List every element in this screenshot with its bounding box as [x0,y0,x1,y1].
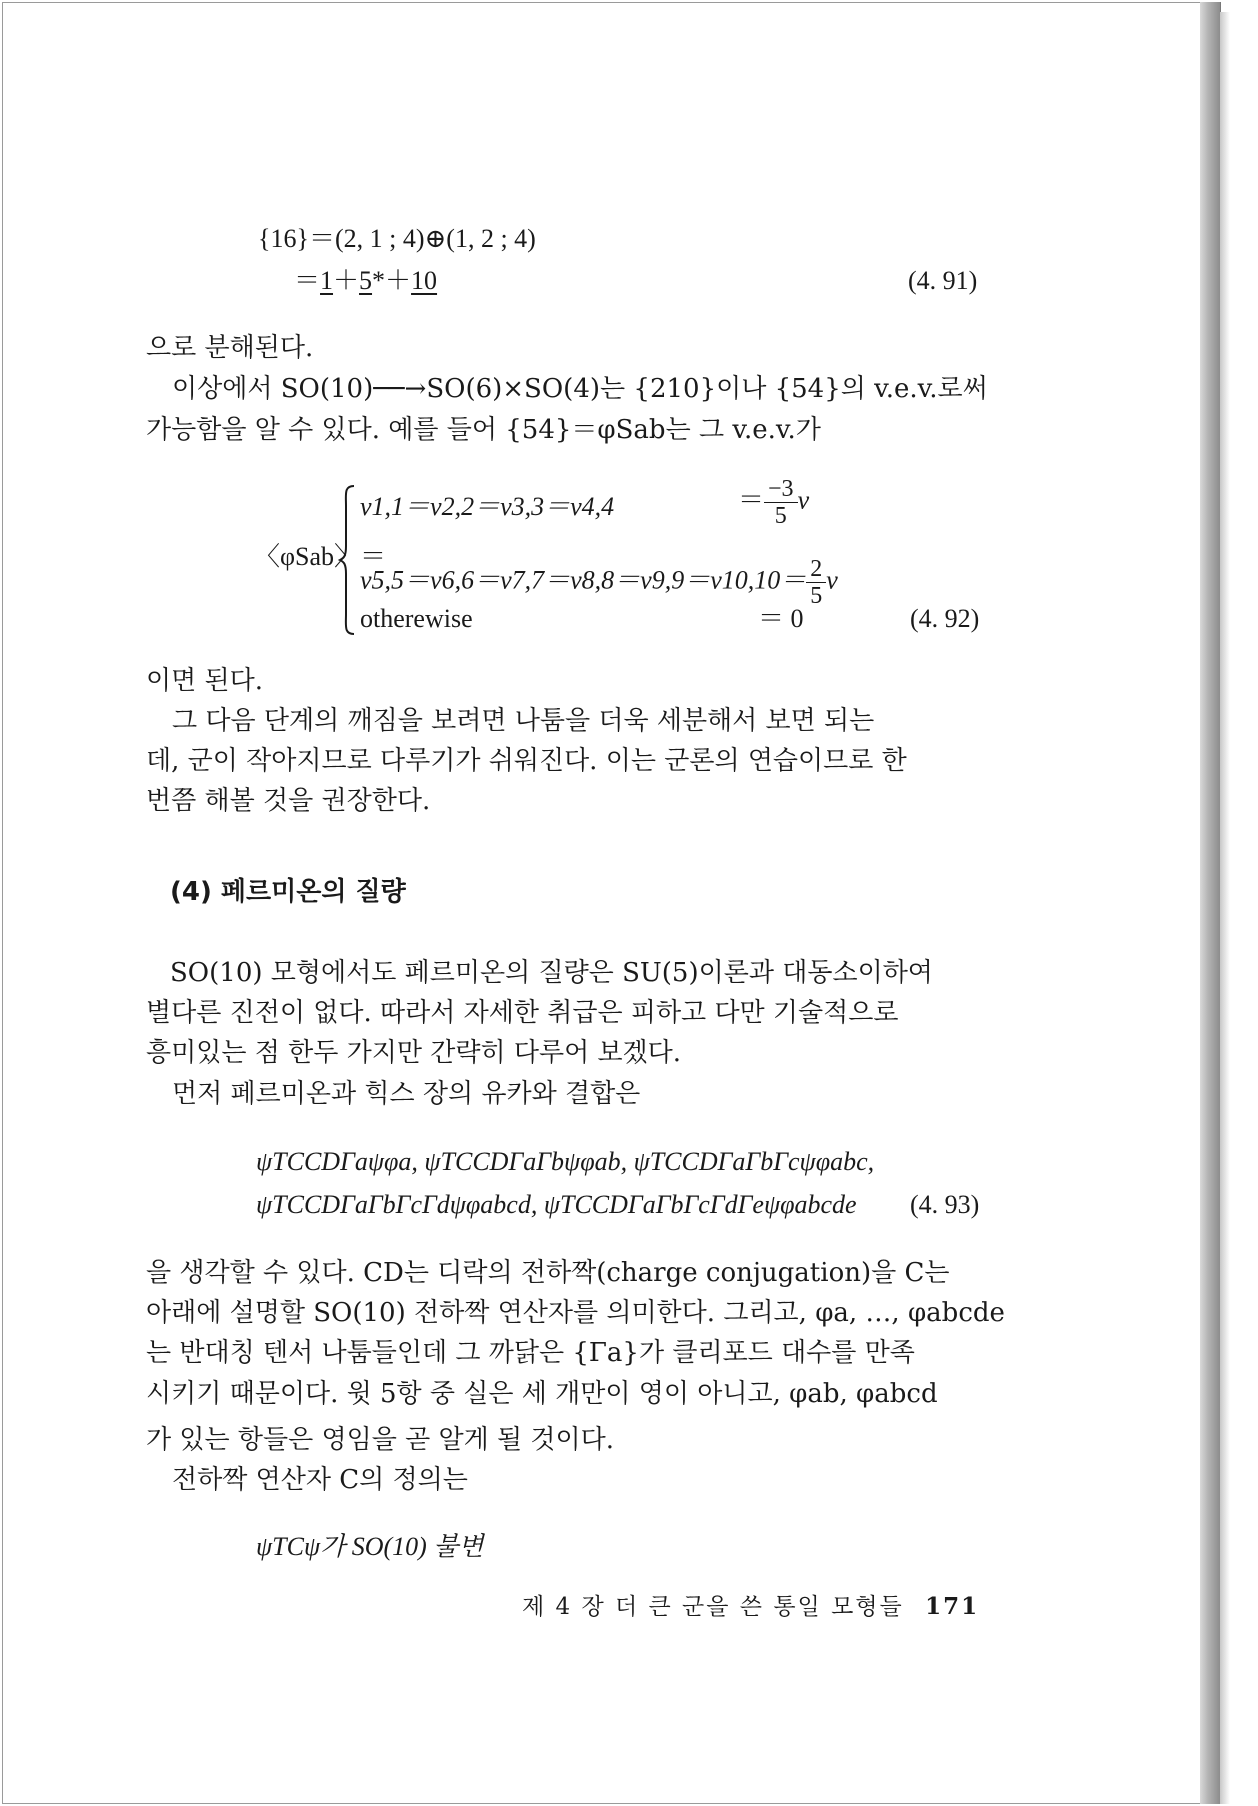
text-line: 먼저 페르미온과 힉스 장의 유카와 결합은 [172,1079,641,1109]
denominator: 5 [810,583,823,609]
rep-10: 10 [411,266,438,295]
text-line: 이면 된다. [146,666,263,696]
var-v: v [826,565,838,595]
text-line: 가능함을 알 수 있다. 예를 들어 {54}＝φSab는 그 v.e.v.가 [146,415,821,445]
chapter-title: 제 4 장 더 큰 군을 쓴 통일 모형들 [522,1594,904,1620]
eq-row1-left: v1,1＝v2,2＝v3,3＝v4,4 [360,492,615,521]
eq-row2-text: v5,5＝v6,6＝v7,7＝v8,8＝v9,9＝v10,10＝ [360,565,807,595]
final-statement: ψTCψ가 SO(10) 불변 [256,1532,484,1561]
text-line: 을 생각할 수 있다. CD는 디락의 전하짝(charge conjugation)을 C는 [146,1258,950,1288]
numerator: 2 [806,556,826,583]
fraction-minus-3-over-5 [764,476,798,529]
text-line: 는 반대칭 텐서 나툼들인데 그 까닭은 {Γa}가 클리포드 대수를 만족 [146,1338,915,1368]
equation-4-91-line1: {16}＝(2, 1 ; 4)⊕(1, 2 ; 4) [258,224,536,253]
text-line: 가 있는 항들은 영임을 곧 알게 될 것이다. [146,1425,614,1455]
section-title: (4) 페르미온의 질량 [170,877,406,907]
rep-5: 5 [359,266,373,295]
running-footer [522,1592,979,1622]
star-plus: *＋ [372,266,412,295]
equation-4-92-lhs: 〈φSab〉＝ [254,542,387,571]
eq-row3-left: otherewise [360,604,473,633]
text-line: 이상에서 SO(10)──→SO(6)×SO(4)는 {210}이나 {54}의 v.e.v.로써 [172,374,988,404]
equation-number-4-93: (4. 93) [910,1190,980,1219]
text-line: 흥미있는 점 한두 가지만 간략히 다루어 보겠다. [146,1038,682,1068]
text-line: 별다른 진전이 없다. 따라서 자세한 취급은 피하고 다만 기술적으로 [146,998,899,1028]
numerator: −3 [764,476,798,503]
eq-row1-right [738,476,809,529]
page-number: 171 [925,1593,980,1620]
equation-4-91-line2 [294,264,437,298]
page-edge [1200,2,1221,1804]
text-line: 번쯤 해볼 것을 권장한다. [146,786,431,816]
equation-number-4-91: (4. 91) [908,266,978,295]
curly-brace [338,484,356,636]
equation-number-4-92: (4. 92) [910,604,980,633]
equation-4-93-line2: ψTCCDΓaΓbΓcΓdψφabcd, ψTCCDΓaΓbΓcΓdΓeψφabcde [256,1190,857,1219]
text-line: 그 다음 단계의 깨짐을 보려면 나툼을 더욱 세분해서 보면 되는 [172,706,875,736]
plus-sign: ＋ [333,266,360,295]
text-line: 데, 군이 작아지므로 다루기가 쉬워진다. 이는 군론의 연습이므로 한 [146,746,907,776]
eq-sign: ＝ [738,485,765,515]
rep-1: 1 [320,266,334,295]
eq-row3-right: ＝ 0 [758,604,804,633]
page-shadow [1220,12,1230,1804]
denominator: 5 [774,503,787,529]
eq-sign: ＝ [294,266,321,295]
text-line: 시키기 때문이다. 윗 5항 중 실은 세 개만이 영이 아니고, φab, φabcd [146,1379,938,1409]
text-line: 전하짝 연산자 C의 정의는 [172,1465,468,1495]
var-v: v [797,485,810,515]
text-line: 으로 분해된다. [146,333,314,363]
text-line: SO(10) 모형에서도 페르미온의 질량은 SU(5)이론과 대동소이하여 [170,958,933,988]
text-line: 아래에 설명할 SO(10) 전하짝 연산자를 의미한다. 그리고, φa, …, φabcde [146,1298,1005,1328]
fraction-2-over-5 [806,556,826,609]
equation-4-93-line1: ψTCCDΓaψφa, ψTCCDΓaΓbψφab, ψTCCDΓaΓbΓcψφabc, [256,1147,875,1176]
